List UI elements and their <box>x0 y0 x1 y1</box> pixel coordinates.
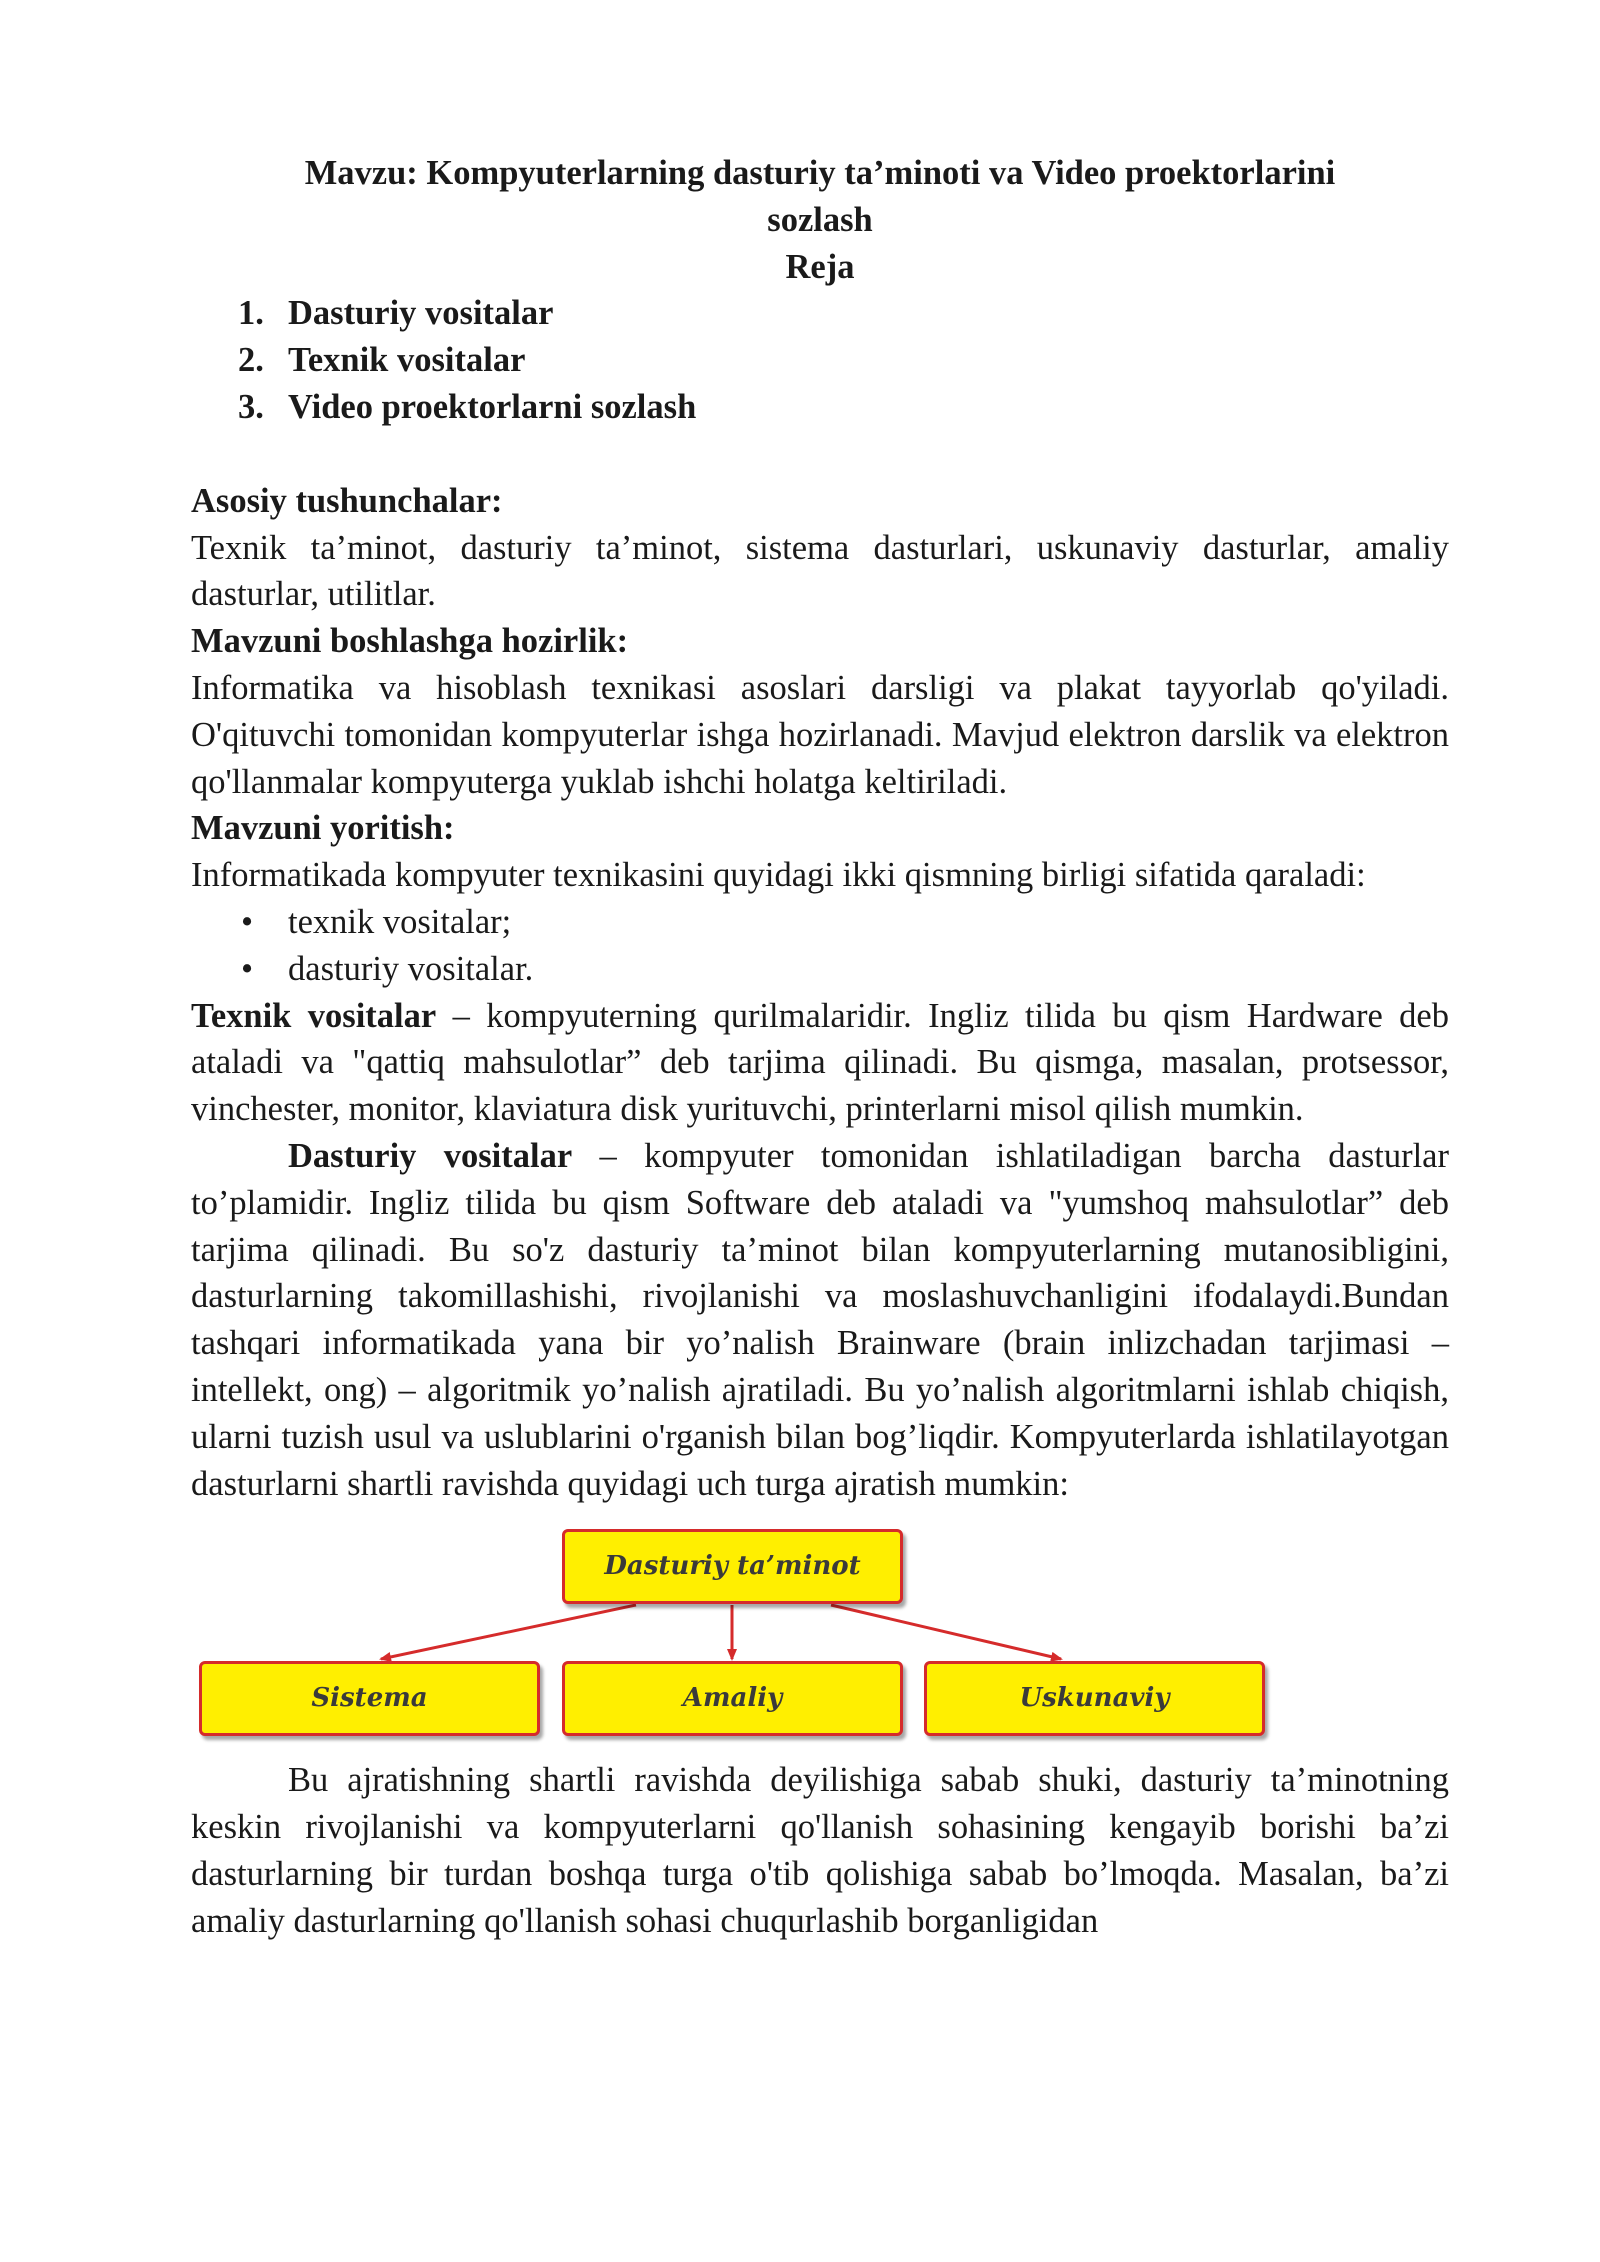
diagram-box-sistema: Sistema <box>199 1661 540 1736</box>
plan-item-number: 2. <box>238 341 264 380</box>
paragraph-final: Bu ajratishning shartli ravishda deyilishiga sabab shuki, dasturiy ta’minotning keskin rivojlanishi va kompyuterlarni qo'llanish sohasining kengayib borishi ba’zi dasturlarning bir turdan boshqa turga o'tib qolishiga sabab bo’lmoqda. Masalan, ba’zi amaliy dasturlarning qo'llanish sohasi chuqurlashib borganligidan <box>191 1761 1449 1940</box>
document-title <box>191 150 1449 290</box>
plan-item <box>191 290 1449 337</box>
plan-item-number: 3. <box>238 387 264 426</box>
term-dasturiy: Dasturiy vositalar <box>288 1136 573 1175</box>
term-texnik: Texnik vositalar <box>191 996 437 1035</box>
texnik-definition: – kompyuterning qurilmalaridir. Ingliz tilida bu qism Hardware deb ataladi va "qattiq mahsulotlar” deb tarjima qilinadi. Bu qismga, masalan, protsessor, vinchester, monitor, klaviatura disk yurituvchi, printerlarni misol qilish mumkin. <box>191 996 1449 1129</box>
bullet-dot-icon: • <box>241 949 254 988</box>
paragraph-texnik <box>191 993 1449 1133</box>
dasturiy-definition: – kompyuter tomonidan ishlatiladigan barcha dasturlar to’plamidir. Ingliz tilida bu qism Software deb ataladi va "yumshoq mahsulotlar” deb tarjima qilinadi. Bu so'z dasturiy ta’minot bilan kompyuterlarning mutanosibligini, dasturlarning takomillashishi, rivojlanishi va moslashuvchanligini ifodalaydi.Bundan tashqari informatikada yana bir yo’nalish Brainware (brain inlizchadan tarjimasi – intellekt, ong) – algoritmik yo’nalish ajratiladi. Bu yo’nalish algoritmlarni ishlab chiqish, ularni tuzish usul va uslublarini o'rganish bilan bog’liqdir. Kompyuterlarda ishlatilayotgan dasturlarni shartli ravishda quyidagi uch turga ajratish mumkin: <box>191 1136 1449 1503</box>
plan-item-text: Dasturiy vositalar <box>288 294 554 333</box>
diagram-box-uskunaviy: Uskunaviy <box>924 1661 1265 1736</box>
bullet-list <box>191 899 1449 993</box>
arrow-to-sistema <box>381 1605 636 1659</box>
plan-item-text: Video proektorlarni sozlash <box>288 387 697 426</box>
bullet-dot-icon: • <box>241 902 254 941</box>
document-page <box>191 150 1449 1945</box>
paragraph-asosiy: Texnik ta’minot, dasturiy ta’minot, sistema dasturlari, uskunaviy dasturlar, amaliy dasturlar, utilitlar. <box>191 528 1449 614</box>
plan-item-number: 1. <box>238 294 264 333</box>
bullet-text: texnik vositalar; <box>288 902 512 941</box>
paragraph-boshlash: Informatika va hisoblash texnikasi asoslari darsligi va plakat tayyorlab qo'yiladi. O'qituvchi tomonidan kompyuterlar ishga hozirlanadi. Mavjud elektron darslik va elektron qo'llanmalar kompyuterga yuklab ishchi holatga keltiriladi. <box>191 668 1449 801</box>
software-types-diagram <box>191 1529 1449 1749</box>
plan-heading: Reja <box>785 247 855 286</box>
plan-item <box>191 384 1449 431</box>
bullet-text: dasturiy vositalar. <box>288 949 534 988</box>
arrow-to-uskunaviy <box>831 1605 1061 1659</box>
spacer <box>191 431 1449 478</box>
diagram-root-box: Dasturiy ta’minot <box>562 1529 903 1604</box>
plan-item <box>191 337 1449 384</box>
paragraph-yoritish: Informatikada kompyuter texnikasini quyidagi ikki qismning birligi sifatida qaraladi: <box>191 856 1366 895</box>
title-line-2: sozlash <box>767 200 873 239</box>
section-heading-yoritish: Mavzuni yoritish: <box>191 809 455 848</box>
section-heading-asosiy: Asosiy tushunchalar: <box>191 481 503 520</box>
section-heading-boshlash: Mavzuni boshlashga hozirlik: <box>191 622 629 661</box>
bullet-item <box>191 899 1449 946</box>
plan-list <box>191 290 1449 430</box>
title-line-1: Mavzu: Kompyuterlarning dasturiy ta’minoti va Video proektorlarini <box>304 154 1336 192</box>
paragraph-dasturiy <box>191 1133 1449 1507</box>
diagram-box-amaliy: Amaliy <box>562 1661 903 1736</box>
bullet-item <box>191 946 1449 993</box>
plan-item-text: Texnik vositalar <box>288 341 526 380</box>
